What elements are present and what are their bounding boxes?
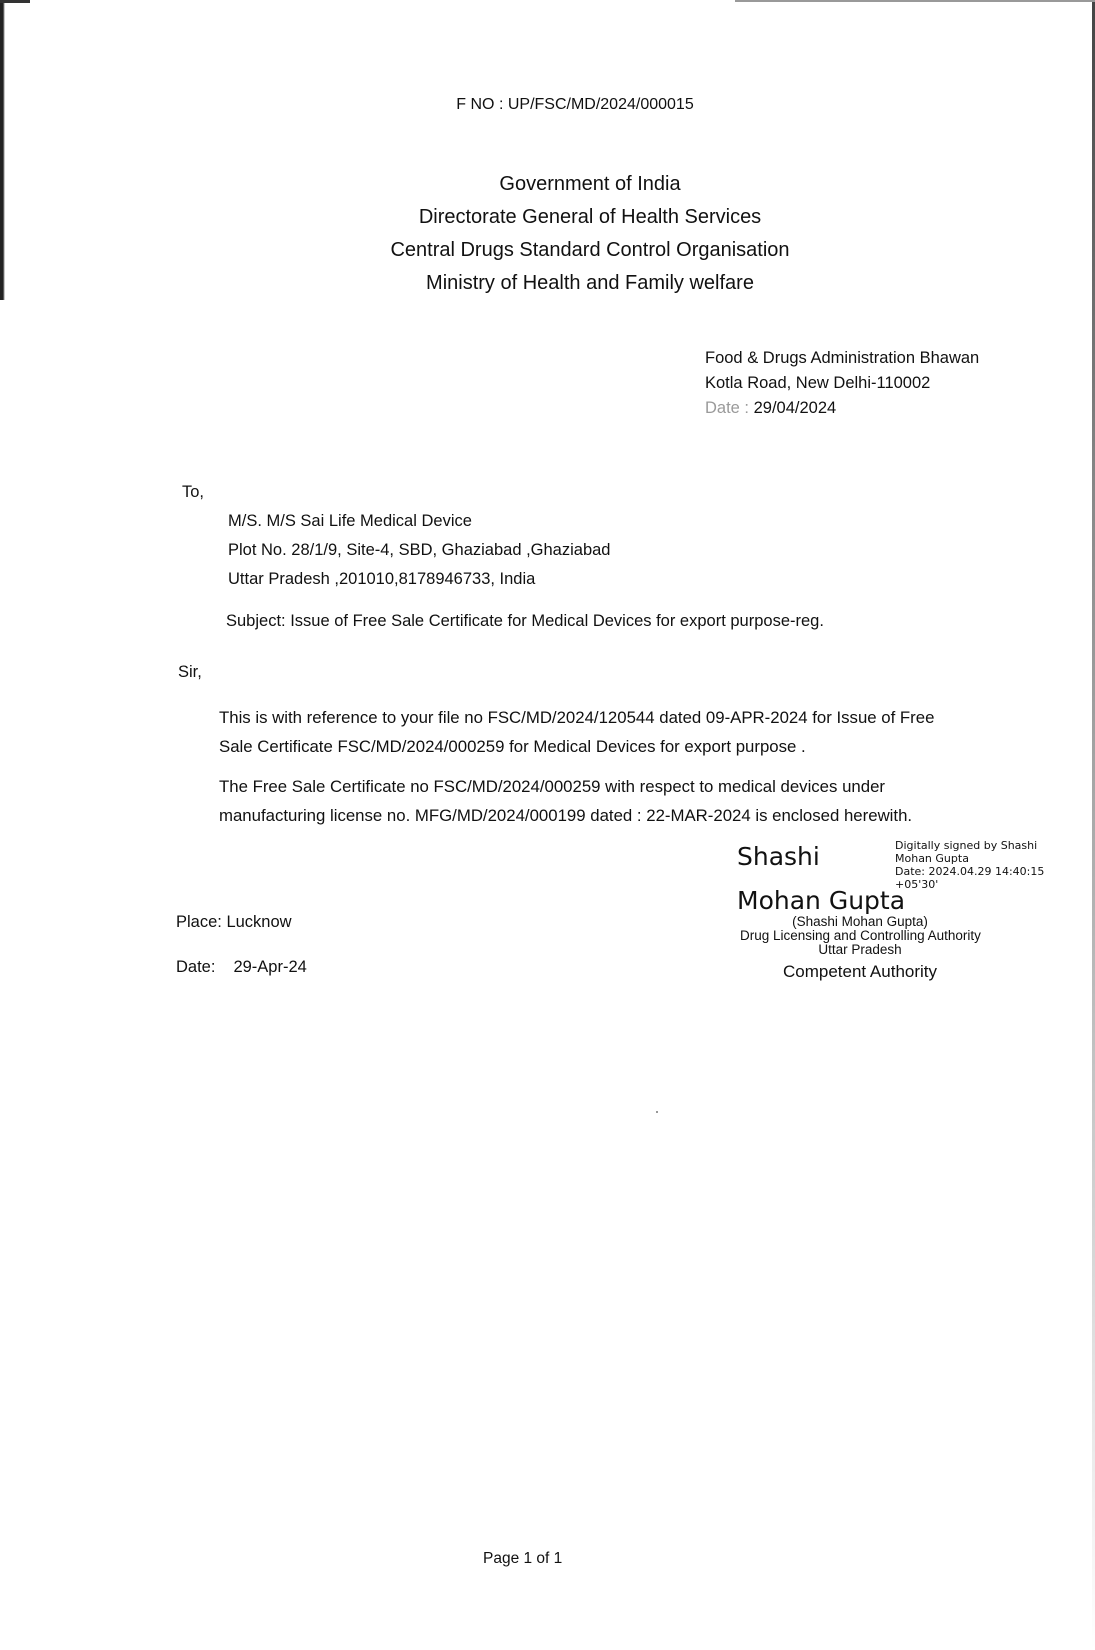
file-number: F NO : UP/FSC/MD/2024/000015: [456, 96, 694, 113]
recipient-address-line-1: Plot No. 28/1/9, Site-4, SBD, Ghaziabad ,Ghaziabad: [228, 541, 611, 559]
footer-date: [176, 958, 307, 977]
place-line: Place: Lucknow: [176, 913, 292, 931]
body-paragraph-2-line-1: The Free Sale Certificate no FSC/MD/2024/000259 with respect to medical devices under: [219, 777, 885, 796]
greeting: Sir,: [178, 663, 202, 681]
signatory-role: Competent Authority: [782, 962, 938, 981]
recipient-name: M/S. M/S Sai Life Medical Device: [228, 512, 472, 530]
subject-line: Subject: Issue of Free Sale Certificate for Medical Devices for export purpose-reg.: [226, 612, 824, 630]
office-date-label: Date :: [705, 399, 750, 417]
digital-signature-name-line-2: Mohan Gupta: [737, 886, 906, 915]
signed-by-line-1: Digitally signed by Shashi: [895, 839, 1038, 852]
body-paragraph-2-line-2: manufacturing license no. MFG/MD/2024/000199 dated : 22-MAR-2024 is enclosed herewith.: [219, 806, 913, 825]
office-address-line-1: Food & Drugs Administration Bhawan: [705, 349, 980, 367]
signatory-name: (Shashi Mohan Gupta): [792, 914, 928, 929]
scan-speck: [656, 1111, 658, 1113]
signed-by-line-2: Mohan Gupta: [895, 852, 969, 865]
signature-date-line-2: +05'30': [895, 878, 939, 891]
body-paragraph-1-line-2: Sale Certificate FSC/MD/2024/000259 for Medical Devices for export purpose .: [219, 737, 806, 756]
letterhead-line-1: Government of India: [499, 173, 681, 195]
footer-date-label: Date:: [176, 958, 216, 976]
office-address-line-2: Kotla Road, New Delhi-110002: [705, 374, 931, 392]
letterhead-line-4: Ministry of Health and Family welfare: [426, 272, 754, 294]
body-paragraph-2: [219, 772, 912, 830]
letterhead: [0, 168, 1095, 300]
scan-edge-topright: [735, 0, 1095, 2]
recipient-block: [228, 507, 610, 594]
body-paragraph-1-line-1: This is with reference to your file no FSC/MD/2024/120544 dated 09-APR-2024 for Issue of Free: [219, 708, 935, 727]
signatory-block: [740, 915, 980, 957]
office-date: [705, 396, 979, 421]
office-address: [705, 346, 979, 421]
recipient-address-line-2: Uttar Pradesh ,201010,8178946733, India: [228, 570, 536, 588]
digital-signature-name-line-1: Shashi: [737, 842, 820, 871]
scan-edge-top: [0, 0, 30, 3]
signature-date-line-1: Date: 2024.04.29 14:40:15: [895, 865, 1045, 878]
salutation-to: To,: [182, 483, 205, 501]
digital-signature-details: [895, 839, 1044, 891]
footer-date-value: 29-Apr-24: [233, 958, 307, 976]
digital-signature-name: [737, 835, 905, 923]
letterhead-line-2: Directorate General of Health Services: [418, 206, 762, 228]
body-paragraph-1: [219, 703, 934, 761]
letterhead-line-3: Central Drugs Standard Control Organisation: [390, 239, 790, 261]
signatory-state: Uttar Pradesh: [818, 942, 902, 957]
page-number: Page 1 of 1: [483, 1550, 563, 1567]
office-date-value: 29/04/2024: [753, 399, 837, 417]
signatory-designation: Drug Licensing and Controlling Authority: [740, 928, 981, 943]
